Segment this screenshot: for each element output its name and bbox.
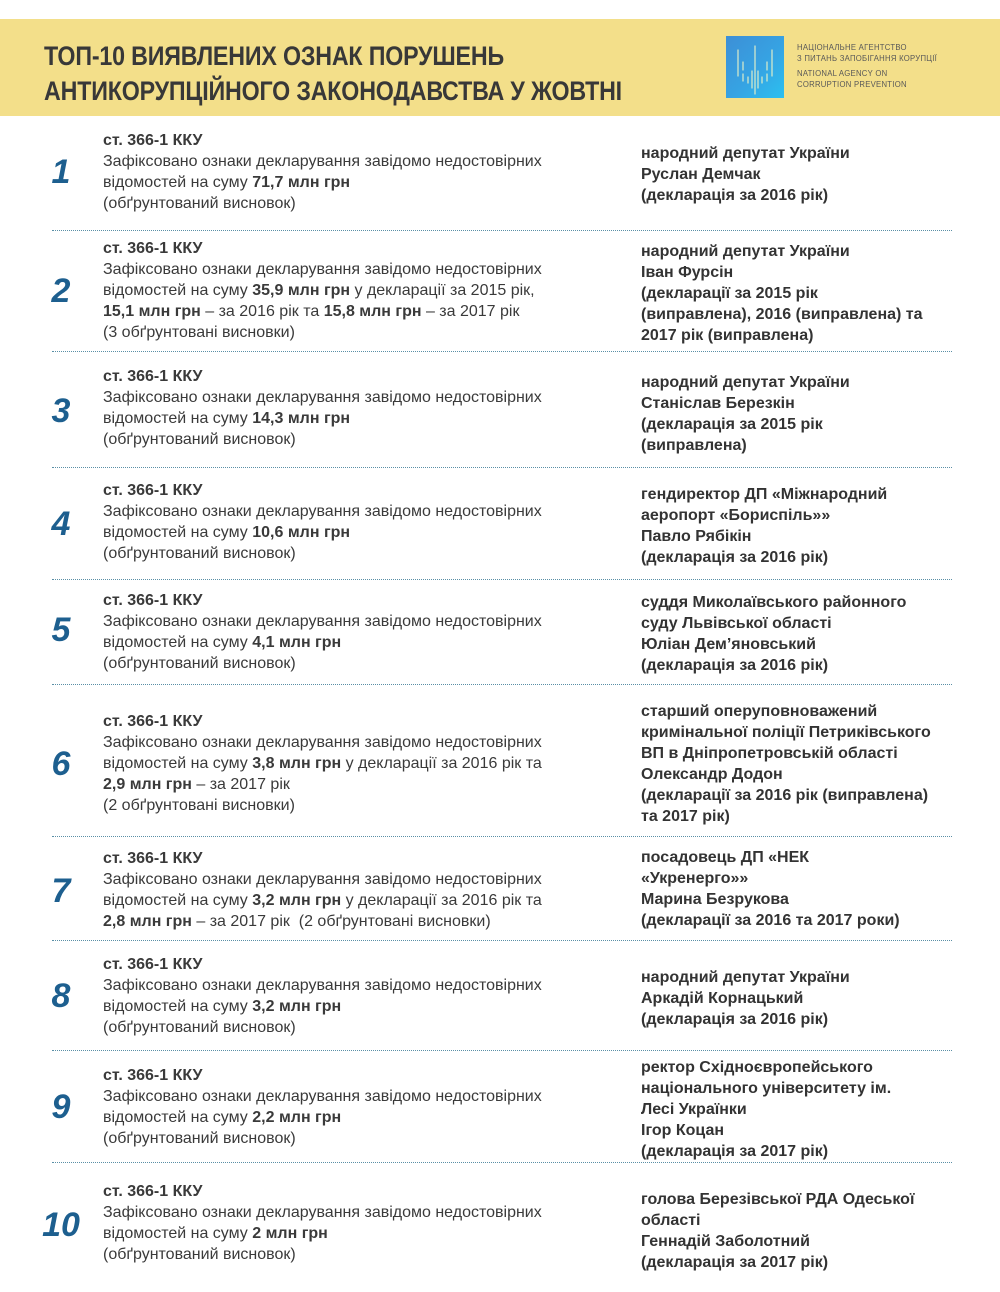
official-line: аеропорт «Бориспіль»» bbox=[641, 507, 831, 524]
violation-description bbox=[103, 711, 623, 816]
description-line bbox=[103, 653, 623, 674]
description-line: Зафіксовано ознаки декларування завідомо недостовірних bbox=[103, 261, 542, 278]
description-text: – за 2017 рік bbox=[191, 776, 290, 793]
official-line: народний депутат України bbox=[641, 969, 850, 986]
org-line-3: NATIONAL AGENCY ON bbox=[797, 68, 888, 78]
amount-value: 4,1 млн грн bbox=[252, 634, 342, 651]
official-line: Павло Рябікін bbox=[641, 528, 752, 545]
description-text: – за 2016 рік та bbox=[200, 303, 324, 320]
amount-value: 2,9 млн грн bbox=[103, 776, 192, 793]
official-line: ВП в Дніпропетровській області bbox=[641, 745, 898, 762]
violation-description bbox=[103, 954, 623, 1038]
official-line: (декларація за 2016 рік) bbox=[641, 657, 829, 674]
rank-number: 10 bbox=[42, 1206, 80, 1244]
official-line: Марина Безрукова bbox=[641, 891, 789, 908]
official-line: (декларація за 2017 рік) bbox=[641, 1143, 829, 1160]
article-reference: ст. 366-1 ККУ bbox=[103, 592, 203, 609]
official-line: (декларація за 2017 рік) bbox=[641, 1254, 829, 1271]
nazk-logo-icon bbox=[726, 36, 784, 98]
violation-description bbox=[103, 480, 623, 564]
description-text: – за 2017 рік (2 обґрунтовані висновки) bbox=[191, 913, 491, 930]
description-text: відомостей на суму bbox=[103, 174, 253, 191]
description-text: (обґрунтований висновок) bbox=[103, 1019, 296, 1036]
description-line: Зафіксовано ознаки декларування завідомо недостовірних bbox=[103, 613, 542, 630]
description-text: відомостей на суму bbox=[103, 998, 253, 1015]
dotted-divider bbox=[52, 467, 952, 468]
article-reference: ст. 366-1 ККУ bbox=[103, 850, 203, 867]
description-text: у декларації за 2015 рік, bbox=[350, 282, 535, 299]
official-line: Ігор Коцан bbox=[641, 1122, 725, 1139]
description-line bbox=[103, 795, 623, 816]
official-line: гендиректор ДП «Міжнародний bbox=[641, 486, 888, 503]
article-reference: ст. 366-1 ККУ bbox=[103, 240, 203, 257]
description-text: (3 обґрунтовані висновки) bbox=[103, 324, 295, 341]
official-line: Лесі Українки bbox=[641, 1101, 747, 1118]
amount-value: 35,9 млн грн bbox=[252, 282, 351, 299]
dotted-divider bbox=[52, 1162, 952, 1163]
rank-number: 6 bbox=[51, 745, 71, 783]
official-line: посадовець ДП «НЕК bbox=[641, 849, 810, 866]
amount-value: 14,3 млн грн bbox=[252, 410, 351, 427]
official-line: народний депутат України bbox=[641, 243, 850, 260]
description-text: у декларації за 2016 рік та bbox=[341, 755, 542, 772]
official-line: суддя Миколаївського районного bbox=[641, 594, 907, 611]
official-info bbox=[641, 967, 971, 1030]
official-line: старший оперуповноважений bbox=[641, 703, 878, 720]
description-line: Зафіксовано ознаки декларування завідомо недостовірних bbox=[103, 389, 542, 406]
rank-number: 3 bbox=[51, 392, 71, 430]
rank-number: 7 bbox=[51, 872, 71, 910]
violation-description bbox=[103, 848, 623, 932]
violation-description bbox=[103, 238, 623, 343]
official-line: народний депутат України bbox=[641, 145, 850, 162]
violation-description bbox=[103, 590, 623, 674]
description-line bbox=[103, 1128, 623, 1149]
org-line-4: CORRUPTION PREVENTION bbox=[797, 79, 907, 89]
rank-number: 8 bbox=[51, 977, 71, 1015]
dotted-divider bbox=[52, 230, 952, 231]
header-banner bbox=[0, 19, 1000, 116]
official-line: Станіслав Березкін bbox=[641, 395, 795, 412]
official-line: області bbox=[641, 1212, 701, 1229]
official-line: Іван Фурсін bbox=[641, 264, 734, 281]
official-line: (декларація за 2016 рік) bbox=[641, 187, 829, 204]
official-line: (декларація за 2016 рік) bbox=[641, 549, 829, 566]
violation-description bbox=[103, 366, 623, 450]
rank-number: 4 bbox=[51, 505, 71, 543]
description-line bbox=[103, 1017, 623, 1038]
official-line: Олександр Додон bbox=[641, 766, 783, 783]
page-title bbox=[44, 39, 622, 109]
description-line bbox=[103, 543, 623, 564]
official-line: Аркадій Корнацький bbox=[641, 990, 804, 1007]
official-line: ректор Східноєвропейського bbox=[641, 1059, 873, 1076]
title-line-2: АНТИКОРУПЦІЙНОГО ЗАКОНОДАВСТВА У ЖОВТНІ bbox=[44, 76, 622, 106]
amount-value: 2,8 млн грн bbox=[103, 913, 192, 930]
rank-number: 9 bbox=[51, 1088, 71, 1126]
dotted-divider bbox=[52, 579, 952, 580]
description-text: – за 2017 рік bbox=[421, 303, 520, 320]
description-line bbox=[103, 1223, 623, 1244]
description-text: (обґрунтований висновок) bbox=[103, 1246, 296, 1263]
violation-description bbox=[103, 1181, 623, 1265]
article-reference: ст. 366-1 ККУ bbox=[103, 956, 203, 973]
description-line: Зафіксовано ознаки декларування завідомо недостовірних bbox=[103, 503, 542, 520]
article-reference: ст. 366-1 ККУ bbox=[103, 713, 203, 730]
description-line bbox=[103, 996, 623, 1017]
description-text: відомостей на суму bbox=[103, 524, 253, 541]
amount-value: 3,2 млн грн bbox=[252, 892, 342, 909]
official-line: (декларація за 2016 рік) bbox=[641, 1011, 829, 1028]
description-line bbox=[103, 172, 623, 193]
official-line: 2017 рік (виправлена) bbox=[641, 327, 814, 344]
article-reference: ст. 366-1 ККУ bbox=[103, 1183, 203, 1200]
official-line: (декларація за 2015 рік bbox=[641, 416, 823, 433]
description-line bbox=[103, 301, 623, 322]
official-line: кримінальної поліції Петриківського bbox=[641, 724, 931, 741]
violation-description bbox=[103, 1065, 623, 1149]
amount-value: 2,2 млн грн bbox=[252, 1109, 342, 1126]
trident-bars-icon bbox=[726, 36, 784, 98]
description-text: (обґрунтований висновок) bbox=[103, 655, 296, 672]
official-line: (декларації за 2015 рік bbox=[641, 285, 818, 302]
description-line: Зафіксовано ознаки декларування завідомо недостовірних bbox=[103, 153, 542, 170]
official-line: «Укренерго»» bbox=[641, 870, 749, 887]
description-line bbox=[103, 911, 623, 932]
amount-value: 3,2 млн грн bbox=[252, 998, 342, 1015]
description-text: відомостей на суму bbox=[103, 1225, 253, 1242]
organization-name bbox=[797, 42, 937, 90]
description-text: (обґрунтований висновок) bbox=[103, 431, 296, 448]
description-line bbox=[103, 632, 623, 653]
official-line: (виправлена), 2016 (виправлена) та bbox=[641, 306, 923, 323]
official-line: Юліан Дем’яновський bbox=[641, 636, 816, 653]
amount-value: 71,7 млн грн bbox=[252, 174, 351, 191]
official-info bbox=[641, 1189, 971, 1273]
description-line: Зафіксовано ознаки декларування завідомо недостовірних bbox=[103, 871, 542, 888]
org-line-2: З ПИТАНЬ ЗАПОБІГАННЯ КОРУПЦІЇ bbox=[797, 53, 938, 63]
dotted-divider bbox=[52, 1050, 952, 1051]
amount-value: 15,8 млн грн bbox=[323, 303, 422, 320]
description-line bbox=[103, 753, 623, 774]
official-line: національного університету ім. bbox=[641, 1080, 892, 1097]
article-reference: ст. 366-1 ККУ bbox=[103, 482, 203, 499]
rank-number: 1 bbox=[51, 153, 71, 191]
description-line bbox=[103, 1107, 623, 1128]
official-line: народний депутат України bbox=[641, 374, 850, 391]
description-line bbox=[103, 193, 623, 214]
article-reference: ст. 366-1 ККУ bbox=[103, 368, 203, 385]
official-line: голова Березівської РДА Одеської bbox=[641, 1191, 915, 1208]
official-line: (виправлена) bbox=[641, 437, 747, 454]
description-line bbox=[103, 774, 623, 795]
description-text: відомостей на суму bbox=[103, 892, 253, 909]
description-line: Зафіксовано ознаки декларування завідомо недостовірних bbox=[103, 1088, 542, 1105]
description-text: (обґрунтований висновок) bbox=[103, 1130, 296, 1147]
description-line: Зафіксовано ознаки декларування завідомо недостовірних bbox=[103, 1204, 542, 1221]
dotted-divider bbox=[52, 836, 952, 837]
official-line: Геннадій Заболотний bbox=[641, 1233, 810, 1250]
official-info bbox=[641, 484, 971, 568]
amount-value: 15,1 млн грн bbox=[103, 303, 201, 320]
description-text: відомостей на суму bbox=[103, 282, 253, 299]
official-line: суду Львівської області bbox=[641, 615, 832, 632]
dotted-divider bbox=[52, 351, 952, 352]
description-line bbox=[103, 1244, 623, 1265]
official-line: (декларації за 2016 та 2017 роки) bbox=[641, 912, 900, 929]
official-line: (декларації за 2016 рік (виправлена) bbox=[641, 787, 929, 804]
article-reference: ст. 366-1 ККУ bbox=[103, 132, 203, 149]
dotted-divider bbox=[52, 684, 952, 685]
dotted-divider bbox=[52, 940, 952, 941]
description-text: (обґрунтований висновок) bbox=[103, 195, 296, 212]
description-text: (2 обґрунтовані висновки) bbox=[103, 797, 295, 814]
description-line bbox=[103, 429, 623, 450]
description-text: (обґрунтований висновок) bbox=[103, 545, 296, 562]
description-line bbox=[103, 522, 623, 543]
description-line bbox=[103, 280, 623, 301]
amount-value: 10,6 млн грн bbox=[252, 524, 351, 541]
description-text: у декларації за 2016 рік та bbox=[341, 892, 542, 909]
description-text: відомостей на суму bbox=[103, 410, 253, 427]
title-line-1: ТОП-10 ВИЯВЛЕНИХ ОЗНАК ПОРУШЕНЬ bbox=[44, 41, 504, 71]
official-info bbox=[641, 1057, 971, 1162]
official-info bbox=[641, 592, 971, 676]
description-line bbox=[103, 408, 623, 429]
official-info bbox=[641, 143, 971, 206]
description-line: Зафіксовано ознаки декларування завідомо недостовірних bbox=[103, 734, 542, 751]
official-info bbox=[641, 701, 971, 827]
rank-number: 5 bbox=[51, 611, 71, 649]
description-line bbox=[103, 322, 623, 343]
official-line: та 2017 рік) bbox=[641, 808, 730, 825]
amount-value: 3,8 млн грн bbox=[252, 755, 342, 772]
rank-number: 2 bbox=[51, 272, 71, 310]
violation-description bbox=[103, 130, 623, 214]
official-line: Руслан Демчак bbox=[641, 166, 761, 183]
description-line: Зафіксовано ознаки декларування завідомо недостовірних bbox=[103, 977, 542, 994]
description-text: відомостей на суму bbox=[103, 1109, 253, 1126]
amount-value: 2 млн грн bbox=[252, 1225, 328, 1242]
description-text: відомостей на суму bbox=[103, 634, 253, 651]
org-line-1: НАЦІОНАЛЬНЕ АГЕНТСТВО bbox=[797, 42, 907, 52]
official-info bbox=[641, 372, 971, 456]
official-info bbox=[641, 847, 971, 931]
article-reference: ст. 366-1 ККУ bbox=[103, 1067, 203, 1084]
description-line bbox=[103, 890, 623, 911]
official-info bbox=[641, 241, 971, 346]
description-text: відомостей на суму bbox=[103, 755, 253, 772]
